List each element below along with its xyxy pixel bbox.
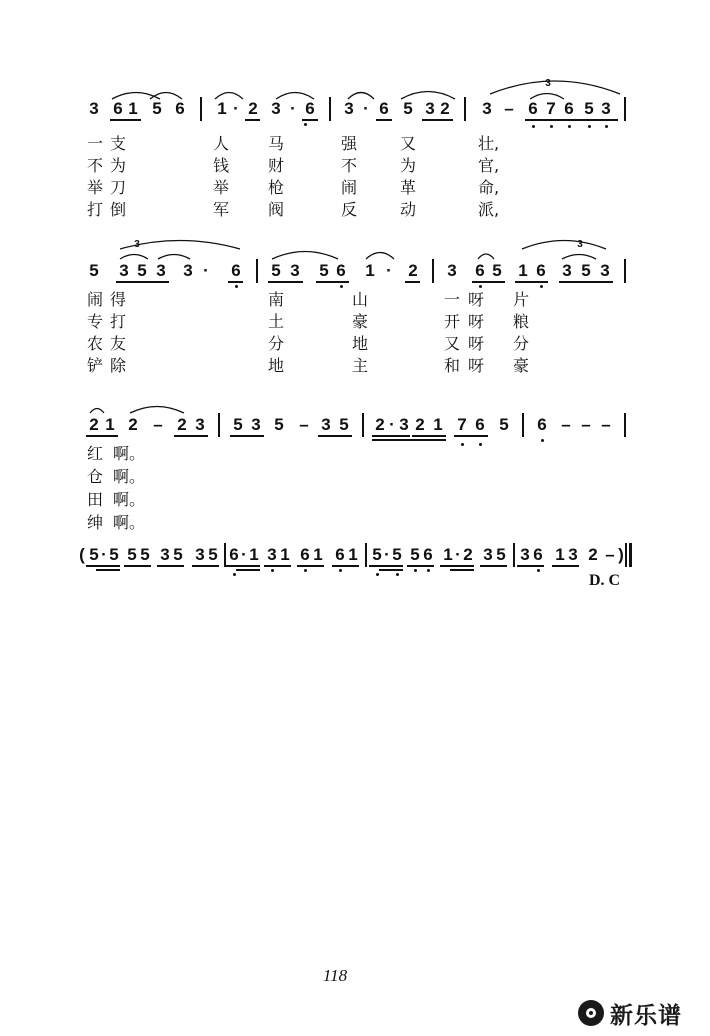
note: 6 [475,261,485,280]
slur [490,81,620,94]
watermark-text: 新乐谱 [610,1002,682,1029]
da-capo-marking: D. C [589,572,621,589]
lyric-char: 山 [352,290,369,309]
note: 1 [105,415,115,434]
note: – [561,415,571,434]
note: 6 [533,545,543,564]
lyric-char: 打 [110,312,127,331]
lyric-char: 地 [268,356,285,375]
lyric-char: 南 [268,290,285,309]
slur [366,253,394,260]
lyric-char: 啊。 [113,444,146,463]
lyric-char: 啊。 [113,490,146,509]
lyric-char: 一 [444,290,461,309]
lyric-char: 呀 [468,356,485,375]
note: 3 [447,261,457,280]
lyric-char: 呀 [468,312,485,331]
lyric-char: 除 [110,356,127,375]
note: 5 [137,261,147,280]
note: 2 [415,415,425,434]
tuplet-mark: 3 [134,239,140,250]
lyric-char: 军 [213,200,230,219]
note: 6 [475,415,485,434]
lyric-char: 主 [352,356,369,375]
note: 3 [483,545,493,564]
lyric-char: 开 [444,312,461,331]
note: 3 [251,415,261,434]
lyric-char: 不 [341,156,358,175]
note: 2 [89,415,99,434]
lyric-char: 土 [268,312,285,331]
note: 1 [128,99,138,118]
note: 3 [183,261,193,280]
lyric-char: 派, [478,200,500,219]
lyric-char: 豪 [513,356,530,375]
lyric-char: 啊。 [113,467,146,486]
note: 5 [410,545,420,564]
note: 5 [271,261,281,280]
note: 5 [274,415,284,434]
note: 5 [403,99,413,118]
note: 3 [160,545,170,564]
note: · [363,99,369,118]
note: 5 [233,415,243,434]
note: 5 [319,261,329,280]
slur [120,255,148,260]
note: 2 [248,99,258,118]
lyric-char: 阀 [268,200,285,219]
note: – [601,415,611,434]
note: 3 [156,261,166,280]
page-number: 118 [322,966,348,985]
note: 5 [140,545,150,564]
note: 6 [231,261,241,280]
note: 5 [392,545,402,564]
note: 2 [128,415,138,434]
note: 3 [562,261,572,280]
lyric-char: 倒 [110,200,127,219]
note: 3 [344,99,354,118]
note: 3 [195,415,205,434]
lyric-char: 片 [513,290,530,309]
note: 6 [229,545,239,564]
note: 5 [152,99,162,118]
note: · [386,261,392,280]
lyric-char: 支 [110,134,127,153]
lyric-char: 友 [110,334,127,353]
vinyl-disc-icon [578,1000,604,1026]
note: · [290,99,296,118]
note: 5 [496,545,506,564]
note: 5 [89,545,99,564]
note: – [605,545,615,564]
note: 5 [173,545,183,564]
note: 3 [321,415,331,434]
lyric-char: 闹 [87,290,104,309]
note: 5 [339,415,349,434]
note: 2 [408,261,418,280]
note: 3 [195,545,205,564]
note: · [455,545,461,564]
lyric-char: 反 [341,200,358,219]
slur [215,93,243,100]
slur [401,92,455,100]
watermark-logo [578,998,682,1028]
note: 1 [217,99,227,118]
note: 1 [313,545,323,564]
note: 7 [546,99,556,118]
lyric-char: 得 [110,290,127,309]
lyric-char: 不 [87,156,104,175]
note: 6 [537,415,547,434]
lyric-char: 呀 [468,290,485,309]
lyric-char: 闹 [341,178,358,197]
lyric-char: 又 [400,134,417,153]
note: · [203,261,209,280]
tuplet-mark: 3 [545,78,551,89]
note: 5 [127,545,137,564]
lyric-char: 强 [341,134,358,153]
note: 5 [109,545,119,564]
note: 6 [336,261,346,280]
note: ( [79,545,85,564]
lyric-char: 为 [400,156,417,175]
note: 3 [568,545,578,564]
lyric-char: 枪 [268,178,285,197]
note: 6 [305,99,315,118]
note: 5 [499,415,509,434]
note: 6 [335,545,345,564]
note: 5 [581,261,591,280]
slur [90,409,104,414]
note: · [384,545,390,564]
note: 1 [365,261,375,280]
note: 6 [564,99,574,118]
note: 5 [89,261,99,280]
lyric-char: 农 [87,334,104,353]
note: 6 [379,99,389,118]
note: – [299,415,309,434]
note: 1 [280,545,290,564]
note: 2 [588,545,598,564]
note: 1 [249,545,259,564]
note: 6 [175,99,185,118]
slur [478,254,494,259]
lyric-char: 又 [444,334,461,353]
lyric-char: 人 [213,134,230,153]
lyric-char: 呀 [468,334,485,353]
note: 3 [399,415,409,434]
lyric-char: 地 [352,334,369,353]
note: 3 [482,99,492,118]
note: 3 [601,99,611,118]
note: 2 [375,415,385,434]
lyric-char: 官, [478,156,500,175]
lyric-char: 马 [268,134,285,153]
slur [348,93,374,100]
note: – [581,415,591,434]
slur [276,93,314,100]
note: 6 [113,99,123,118]
note: 1 [443,545,453,564]
tuplet-mark: 3 [577,239,583,250]
lyric-char: 为 [110,156,127,175]
lyric-char: 举 [87,178,104,197]
note: · [233,99,239,118]
note: 1 [518,261,528,280]
note: 2 [440,99,450,118]
slur [272,252,338,260]
note: 3 [290,261,300,280]
note: 3 [520,545,530,564]
lyric-char: 田 [87,490,104,509]
lyric-char: 仓 [87,467,104,486]
note: 5 [372,545,382,564]
note: 5 [584,99,594,118]
slur [112,93,160,100]
note: 6 [300,545,310,564]
lyric-char: 打 [87,200,104,219]
slur [522,241,606,250]
note: · [389,415,395,434]
lyric-char: 壮, [478,134,500,153]
note: 1 [433,415,443,434]
lyric-char: 分 [513,334,530,353]
lyric-char: 和 [444,356,461,375]
lyric-char: 专 [87,312,104,331]
lyric-char: 一 [87,134,104,153]
note: 6 [423,545,433,564]
lyric-char: 红 [87,444,104,463]
note: 1 [555,545,565,564]
slur [150,93,182,100]
note: 5 [208,545,218,564]
lyric-char: 动 [400,200,417,219]
note: 3 [425,99,435,118]
note: 3 [271,99,281,118]
lyric-char: 财 [268,156,285,175]
lyric-char: 粮 [513,312,530,331]
lyric-char: 刀 [110,178,127,197]
note: 1 [348,545,358,564]
note: · [101,545,107,564]
lyric-char: 革 [400,178,417,197]
lyric-char: 钱 [213,156,230,175]
note: – [504,99,514,118]
note: 2 [177,415,187,434]
note: 3 [600,261,610,280]
lyric-char: 命, [478,178,500,197]
lyric-char: 举 [213,178,230,197]
note: 3 [89,99,99,118]
note: 3 [267,545,277,564]
lyric-char: 铲 [87,356,104,375]
note: 3 [119,261,129,280]
note: 2 [463,545,473,564]
note: 7 [457,415,467,434]
note: ) [618,545,624,564]
lyric-char: 豪 [352,312,369,331]
slur [562,255,596,260]
note: · [241,545,247,564]
note: 6 [536,261,546,280]
lyric-char: 绅 [87,513,104,532]
lyric-char: 分 [268,334,285,353]
slur [530,94,564,100]
note: 5 [492,261,502,280]
note: – [153,415,163,434]
lyric-char: 啊。 [113,513,146,532]
slur [130,407,184,414]
note: 6 [528,99,538,118]
slur [158,255,190,260]
